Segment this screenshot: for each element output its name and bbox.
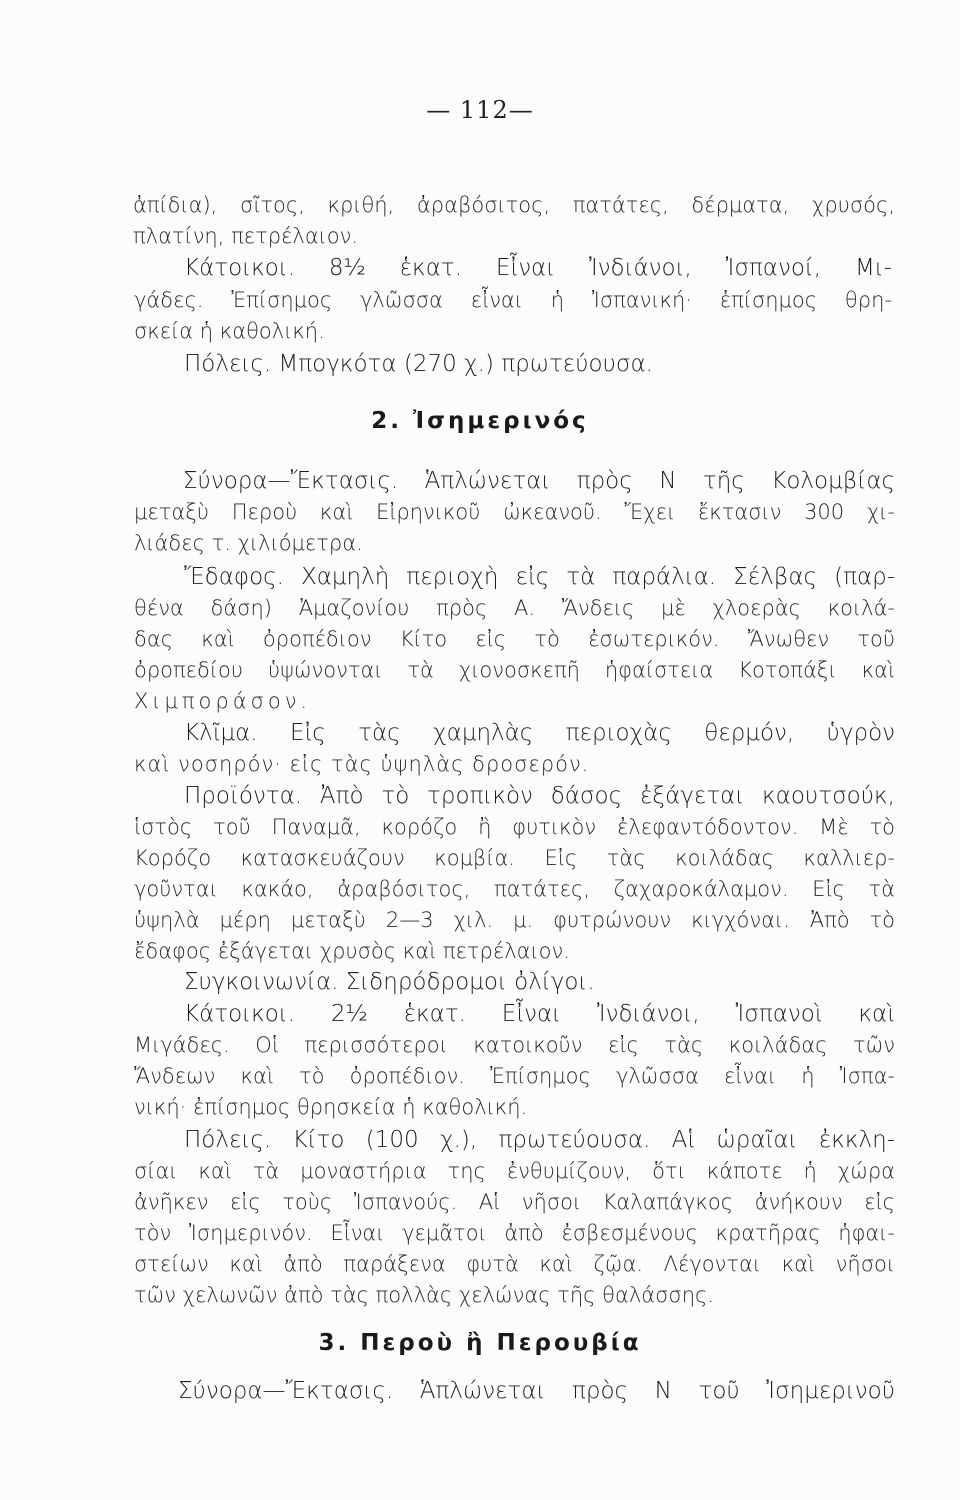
- text-line: Πόλεις. Μπογκότα (270 χ.) πρωτεύουσα.: [184, 351, 653, 377]
- text-line: μεταξὺ Περοὺ καὶ Εἰρηνικοῦ ὠκεανοῦ. Ἔχει ἔκτασιν 300 χι-: [134, 500, 895, 524]
- text-line: Ἄνδεων καὶ τὸ ὀροπέδιον. Ἐπίσημος γλῶσσα εἶναι ἡ Ἰσπα-: [134, 1064, 895, 1088]
- text-line: δας καὶ ὀροπέδιον Κίτο εἰς τὸ ἐσωτερικόν. Ἄνωθεν τοῦ: [134, 627, 895, 651]
- text-line: Συγκοινωνία. Σιδηρόδρομοι ὀλίγοι.: [184, 969, 595, 995]
- text-line: ὑψηλὰ μέρη μεταξὺ 2—3 χιλ. μ. φυτρώνουν κιγχόναι. Ἀπὸ τὸ: [134, 908, 895, 932]
- text-line: πλατίνη, πετρέλαιον.: [133, 224, 359, 248]
- page-number: — 112—: [426, 96, 534, 124]
- text-line: γάδες. Ἐπίσημος γλῶσσα εἶναι ἡ Ἰσπανική· ἐπίσημος θρη-: [134, 288, 892, 312]
- text-line: Σύνορα—Ἔκτασις. Ἁπλώνεται πρὸς Ν τῆς Κολομβίας: [183, 468, 895, 494]
- text-line: τῶν χελωνῶν ἀπὸ τὰς πολλὰς χελώνας τῆς θαλάσσης.: [134, 1283, 715, 1307]
- section-heading-ecuador: 2. Ἰσημερινός: [371, 408, 589, 434]
- text-line: ἔδαφος ἐξάγεται χρυσὸς καὶ πετρέλαιον.: [134, 939, 570, 963]
- text-line: θένα δάση) Ἀμαζονίου πρὸς Α. Ἄνδεις μὲ χλοερὰς κοιλά-: [134, 596, 895, 620]
- text-line: Κάτοικοι. 2½ ἑκατ. Εἶναι Ἰνδιάνοι, Ἰσπανοὶ καὶ: [184, 1001, 895, 1027]
- text-line: ὀροπεδίου ὑψώνονται τὰ χιονοσκεπῆ ἡφαίστεια Κοτοπάξι καὶ: [134, 658, 895, 682]
- text-line: Κλῖμα. Εἰς τὰς χαμηλὰς περιοχὰς θερμόν, ὑγρὸν: [184, 720, 895, 746]
- text-line: Κάτοικοι. 8½ ἑκατ. Εἶναι Ἰνδιάνοι, Ἰσπανοί, Μι-: [184, 255, 892, 281]
- text-line: γοῦνται κακάο, ἀραβόσιτος, πατάτες, ζαχαροκάλαμον. Εἰς τὰ: [134, 877, 895, 901]
- text-line: Κορόζο κατασκευάζουν κομβία. Εἰς τὰς κοιλάδας καλλιερ-: [134, 846, 895, 870]
- text-line: Προϊόντα. Ἀπὸ τὸ τροπικὸν δάσος ἐξάγεται καουτσούκ,: [184, 783, 895, 809]
- text-line: νική· ἐπίσημος θρησκεία ἡ καθολική.: [134, 1095, 528, 1119]
- text-line: Πόλεις. Κίτο (100 χ.), πρωτεύουσα. Αἱ ὡραῖαι ἐκκλη-: [184, 1127, 895, 1153]
- section-heading-peru: 3. Περοὺ ἢ Περουβία: [318, 1330, 642, 1356]
- text-line: Χιμποράσον.: [134, 689, 312, 713]
- text-line: λιάδες τ. χιλιόμετρα.: [134, 531, 363, 555]
- text-line: ἀνῆκεν εἰς τοὺς Ἰσπανούς. Αἱ νῆσοι Καλαπάγκος ἀνήκουν εἰς: [134, 1190, 895, 1214]
- text-line: στείων καὶ ἀπὸ παράξενα φυτὰ καὶ ζῷα. Λέγονται καὶ νῆσοι: [134, 1252, 895, 1276]
- text-line: ἱστὸς τοῦ Παναμᾶ, κορόζο ἢ φυτικὸν ἐλεφαντόδοντον. Μὲ τὸ: [134, 815, 895, 839]
- text-line: ἀπίδια), σῖτος, κριθή, ἀραβόσιτος, πατάτες, δέρματα, χρυσός,: [133, 193, 895, 217]
- text-line: τὸν Ἰσημερινόν. Εἶναι γεμᾶτοι ἀπὸ ἐσβεσμένους κρατῆρας ἡφαι-: [134, 1221, 895, 1245]
- text-line: Ἔδαφος. Χαμηλὴ περιοχὴ εἰς τὰ παράλια. Σέλβας (παρ-: [184, 564, 895, 590]
- text-line: καὶ νοσηρόν· εἰς τὰς ὑψηλὰς δροσερόν.: [134, 752, 590, 776]
- text-line: Σύνορα—Ἔκτασις. Ἁπλώνεται πρὸς Ν τοῦ Ἰσημερινοῦ: [178, 1378, 895, 1404]
- text-line: σίαι καὶ τὰ μοναστήρια της ἐνθυμίζουν, ὅτι κάποτε ἡ χώρα: [134, 1159, 895, 1183]
- text-line: Μιγάδες. Οἱ περισσότεροι κατοικοῦν εἰς τὰς κοιλάδας τῶν: [134, 1033, 895, 1057]
- text-line: σκεία ἡ καθολική.: [134, 319, 325, 343]
